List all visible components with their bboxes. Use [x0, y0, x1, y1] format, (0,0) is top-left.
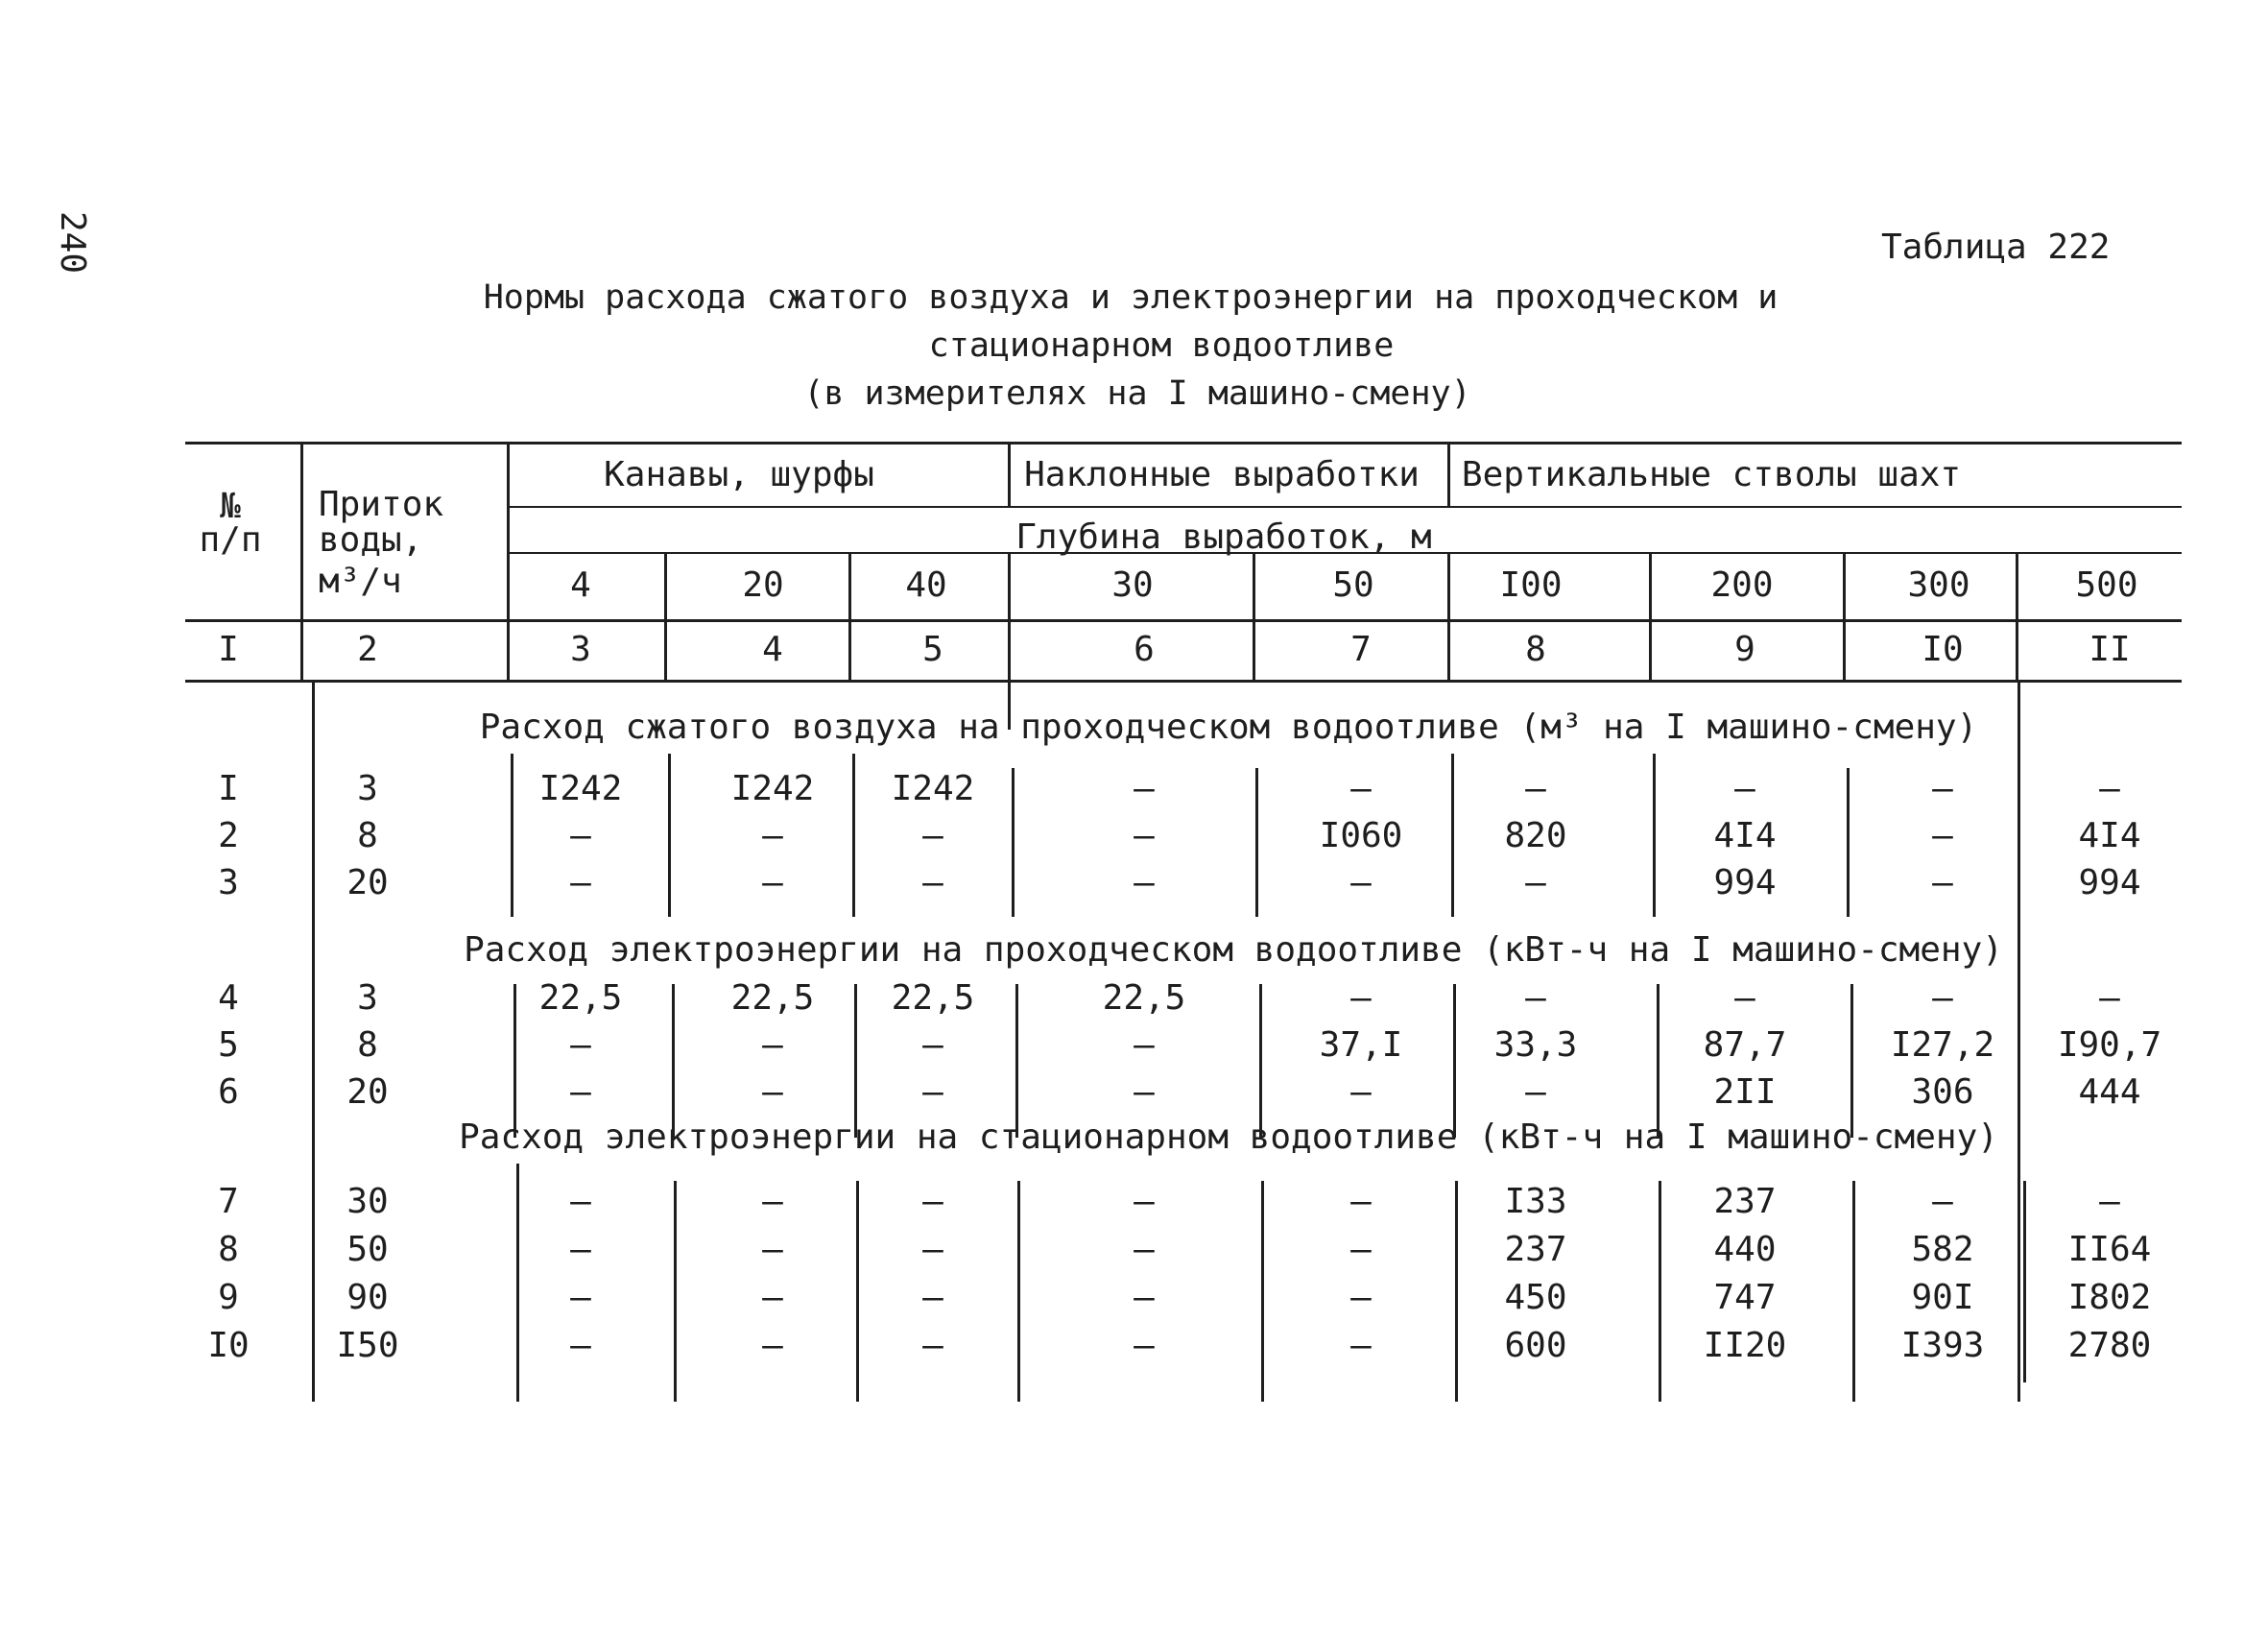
value-cell: – — [922, 1326, 943, 1365]
inflow-cell: 20 — [346, 1072, 389, 1112]
table-title-line-1: Нормы расхода сжатого воздуха и электроэнергии на проходческом и — [483, 278, 1779, 317]
col-number-rule — [185, 680, 2182, 683]
group-inclined: Наклонные выработки — [1024, 455, 1420, 494]
value-cell: – — [922, 1025, 943, 1065]
value-cell: – — [1525, 978, 1546, 1018]
column-number-cell: 7 — [1350, 630, 1372, 669]
body-vline — [1453, 984, 1456, 1138]
value-cell: – — [570, 1230, 591, 1269]
column-number-cell: 5 — [922, 630, 943, 669]
header-vline — [1843, 552, 1846, 682]
body-vline — [674, 1181, 677, 1402]
value-cell: – — [762, 1326, 783, 1365]
value-cell: – — [570, 1326, 591, 1365]
value-cell: 22,5 — [1102, 978, 1186, 1018]
value-cell: – — [1932, 816, 1953, 855]
table-label: Таблица 222 — [1881, 228, 2111, 267]
value-cell: – — [1350, 1182, 1372, 1221]
value-cell: – — [762, 1278, 783, 1317]
body-vline — [1259, 984, 1262, 1138]
row-number-cell: 8 — [218, 1230, 239, 1269]
header-water: воды, — [319, 520, 423, 560]
depth-cell: I00 — [1499, 565, 1563, 605]
value-cell: 2II — [1713, 1072, 1777, 1112]
value-cell: – — [2099, 978, 2120, 1018]
value-cell: – — [1350, 1230, 1372, 1269]
value-cell: – — [762, 863, 783, 902]
row-number-cell: 9 — [218, 1278, 239, 1317]
group-ditches: Канавы, шурфы — [604, 455, 874, 494]
inflow-cell: 50 — [346, 1230, 389, 1269]
inflow-cell: I50 — [336, 1326, 399, 1365]
row-number-cell: 4 — [218, 978, 239, 1018]
value-cell: I33 — [1504, 1182, 1567, 1221]
value-cell: – — [922, 1230, 943, 1269]
value-cell: – — [1525, 863, 1546, 902]
value-cell: – — [1525, 1072, 1546, 1112]
inflow-cell: 8 — [357, 1025, 378, 1065]
value-cell: – — [1134, 816, 1155, 855]
body-vline — [511, 754, 513, 917]
header-vline — [507, 442, 510, 682]
value-cell: 237 — [1713, 1182, 1777, 1221]
value-cell: – — [922, 816, 943, 855]
value-cell: 87,7 — [1703, 1025, 1787, 1065]
value-cell: 994 — [2078, 863, 2141, 902]
value-cell: I242 — [891, 769, 975, 808]
column-number-cell: 4 — [762, 630, 783, 669]
value-cell: – — [762, 816, 783, 855]
depth-cell: 4 — [570, 565, 591, 605]
inflow-cell: 3 — [357, 769, 378, 808]
value-cell: – — [1350, 1072, 1372, 1112]
value-cell: 306 — [1911, 1072, 1974, 1112]
row-number-cell: 2 — [218, 816, 239, 855]
depth-cell: 20 — [742, 565, 784, 605]
header-vline — [300, 442, 303, 682]
value-cell: – — [570, 863, 591, 902]
value-cell: 582 — [1911, 1230, 1974, 1269]
group-header-rule — [507, 506, 2182, 508]
header-vline — [1008, 442, 1011, 506]
inflow-cell: 30 — [346, 1182, 389, 1221]
value-cell: – — [762, 1182, 783, 1221]
value-cell: 4I4 — [2078, 816, 2141, 855]
body-vline — [1012, 768, 1015, 917]
header-number-sign: № — [220, 487, 241, 526]
row-number-cell: 7 — [218, 1182, 239, 1221]
value-cell: – — [2099, 1182, 2120, 1221]
body-vline — [1852, 1181, 1855, 1402]
header-vline — [1008, 552, 1011, 682]
value-cell: 444 — [2078, 1072, 2141, 1112]
body-vline — [2017, 682, 2020, 1402]
body-vline — [1659, 1181, 1661, 1402]
value-cell: I802 — [2067, 1278, 2152, 1317]
value-cell: I060 — [1319, 816, 1403, 855]
column-number-cell: 2 — [357, 630, 378, 669]
header-vline — [1649, 552, 1652, 682]
body-vline — [1451, 754, 1454, 917]
value-cell: – — [922, 1182, 943, 1221]
value-cell: I90,7 — [2057, 1025, 2162, 1065]
value-cell: II20 — [1703, 1326, 1787, 1365]
value-cell: II64 — [2067, 1230, 2152, 1269]
value-cell: 747 — [1713, 1278, 1777, 1317]
column-number-cell: 3 — [570, 630, 591, 669]
value-cell: – — [1134, 1326, 1155, 1365]
value-cell: – — [570, 1072, 591, 1112]
body-vline — [513, 984, 516, 1138]
value-cell: – — [2099, 769, 2120, 808]
row-number-cell: 6 — [218, 1072, 239, 1112]
section-title: Расход электроэнергии на стационарном водоотливе (кВт-ч на I машино-смену) — [459, 1117, 1998, 1157]
value-cell: – — [1350, 978, 1372, 1018]
header-vline — [664, 552, 667, 682]
body-vline — [1653, 754, 1656, 917]
value-cell: – — [762, 1025, 783, 1065]
row-number-cell: 3 — [218, 863, 239, 902]
column-number-cell: 6 — [1134, 630, 1155, 669]
body-vline — [1015, 984, 1018, 1138]
value-cell: – — [570, 1025, 591, 1065]
body-vline — [852, 754, 855, 917]
body-vline — [1657, 984, 1659, 1138]
value-cell: – — [1134, 1278, 1155, 1317]
value-cell: 440 — [1713, 1230, 1777, 1269]
group-vertical-shafts: Вертикальные стволы шахт — [1461, 455, 1962, 494]
value-cell: 33,3 — [1493, 1025, 1578, 1065]
column-number-cell: I — [218, 630, 239, 669]
value-cell: – — [570, 816, 591, 855]
value-cell: 2780 — [2067, 1326, 2152, 1365]
header-vline — [1253, 552, 1255, 682]
value-cell: 237 — [1504, 1230, 1567, 1269]
body-vline — [516, 1164, 519, 1402]
table-top-rule — [185, 442, 2182, 445]
value-cell: I242 — [730, 769, 815, 808]
header-vline — [848, 552, 851, 682]
value-cell: – — [570, 1278, 591, 1317]
body-vline — [1017, 1181, 1020, 1402]
table-title-line-3: (в измерителях на I машино-смену) — [803, 374, 1471, 413]
value-cell: 600 — [1504, 1326, 1567, 1365]
value-cell: – — [570, 1182, 591, 1221]
value-cell: – — [922, 1278, 943, 1317]
value-cell: – — [762, 1230, 783, 1269]
body-vline — [1850, 984, 1853, 1138]
value-cell: – — [922, 863, 943, 902]
body-vline — [312, 682, 315, 1402]
depth-cell: 200 — [1710, 565, 1774, 605]
value-cell: I393 — [1900, 1326, 1985, 1365]
value-cell: – — [1734, 769, 1755, 808]
inflow-cell: 20 — [346, 863, 389, 902]
value-cell: – — [1134, 1182, 1155, 1221]
depth-cell: 300 — [1907, 565, 1970, 605]
page-number: 240 — [53, 211, 92, 275]
section-title: Расход сжатого воздуха на проходческом водоотливе (м³ на I машино-смену) — [479, 708, 1978, 747]
value-cell: I242 — [538, 769, 623, 808]
value-cell: – — [1932, 978, 1953, 1018]
inflow-cell: 90 — [346, 1278, 389, 1317]
header-vline — [1447, 552, 1450, 682]
value-cell: – — [1350, 769, 1372, 808]
depth-cell: 500 — [2075, 565, 2138, 605]
value-cell: – — [1734, 978, 1755, 1018]
header-vline — [1447, 442, 1450, 506]
value-cell: – — [1350, 1326, 1372, 1365]
section-title: Расход электроэнергии на проходческом водоотливе (кВт-ч на I машино-смену) — [464, 930, 2003, 970]
table-title-line-2: стационарном водоотливе — [928, 326, 1395, 365]
value-cell: – — [1134, 1025, 1155, 1065]
depth-cell: 40 — [905, 565, 947, 605]
depth-cell: 30 — [1111, 565, 1154, 605]
value-cell: – — [1350, 863, 1372, 902]
value-cell: – — [1134, 1230, 1155, 1269]
value-cell: – — [1350, 1278, 1372, 1317]
header-inflow: Приток — [319, 485, 444, 524]
header-vline — [2016, 552, 2018, 682]
column-number-cell: 9 — [1734, 630, 1755, 669]
value-cell: 22,5 — [891, 978, 975, 1018]
body-vline — [854, 984, 857, 1138]
value-cell: 450 — [1504, 1278, 1567, 1317]
value-cell: 994 — [1713, 863, 1777, 902]
body-vline — [856, 1181, 859, 1402]
column-number-cell: 8 — [1525, 630, 1546, 669]
header-pp: п/п — [199, 520, 262, 560]
body-vline — [1455, 1181, 1458, 1402]
value-cell: 90I — [1911, 1278, 1974, 1317]
inflow-cell: 3 — [357, 978, 378, 1018]
row-number-cell: I — [218, 769, 239, 808]
value-cell: – — [1525, 769, 1546, 808]
value-cell: – — [922, 1072, 943, 1112]
body-vline — [2023, 1181, 2026, 1382]
body-vline — [1255, 768, 1258, 917]
depth-cell: 50 — [1332, 565, 1374, 605]
body-vline — [668, 754, 671, 917]
body-vline — [1261, 1181, 1264, 1402]
row-number-cell: 5 — [218, 1025, 239, 1065]
value-cell: 37,I — [1319, 1025, 1403, 1065]
value-cell: – — [1932, 863, 1953, 902]
column-number-cell: II — [2089, 630, 2131, 669]
value-cell: I27,2 — [1890, 1025, 1995, 1065]
header-bottom-rule — [185, 619, 2182, 622]
body-vline — [672, 984, 675, 1138]
value-cell: 22,5 — [730, 978, 815, 1018]
value-cell: – — [1134, 1072, 1155, 1112]
value-cell: – — [1932, 1182, 1953, 1221]
depth-label: Глубина выработок, м — [1015, 517, 1432, 557]
value-cell: 22,5 — [538, 978, 623, 1018]
body-vline — [1847, 768, 1850, 917]
value-cell: – — [1134, 863, 1155, 902]
inflow-cell: 8 — [357, 816, 378, 855]
header-unit: м³/ч — [319, 562, 402, 601]
value-cell: – — [1134, 769, 1155, 808]
value-cell: 820 — [1504, 816, 1567, 855]
value-cell: – — [762, 1072, 783, 1112]
column-number-cell: I0 — [1922, 630, 1964, 669]
value-cell: 4I4 — [1713, 816, 1777, 855]
row-number-cell: I0 — [207, 1326, 250, 1365]
value-cell: – — [1932, 769, 1953, 808]
